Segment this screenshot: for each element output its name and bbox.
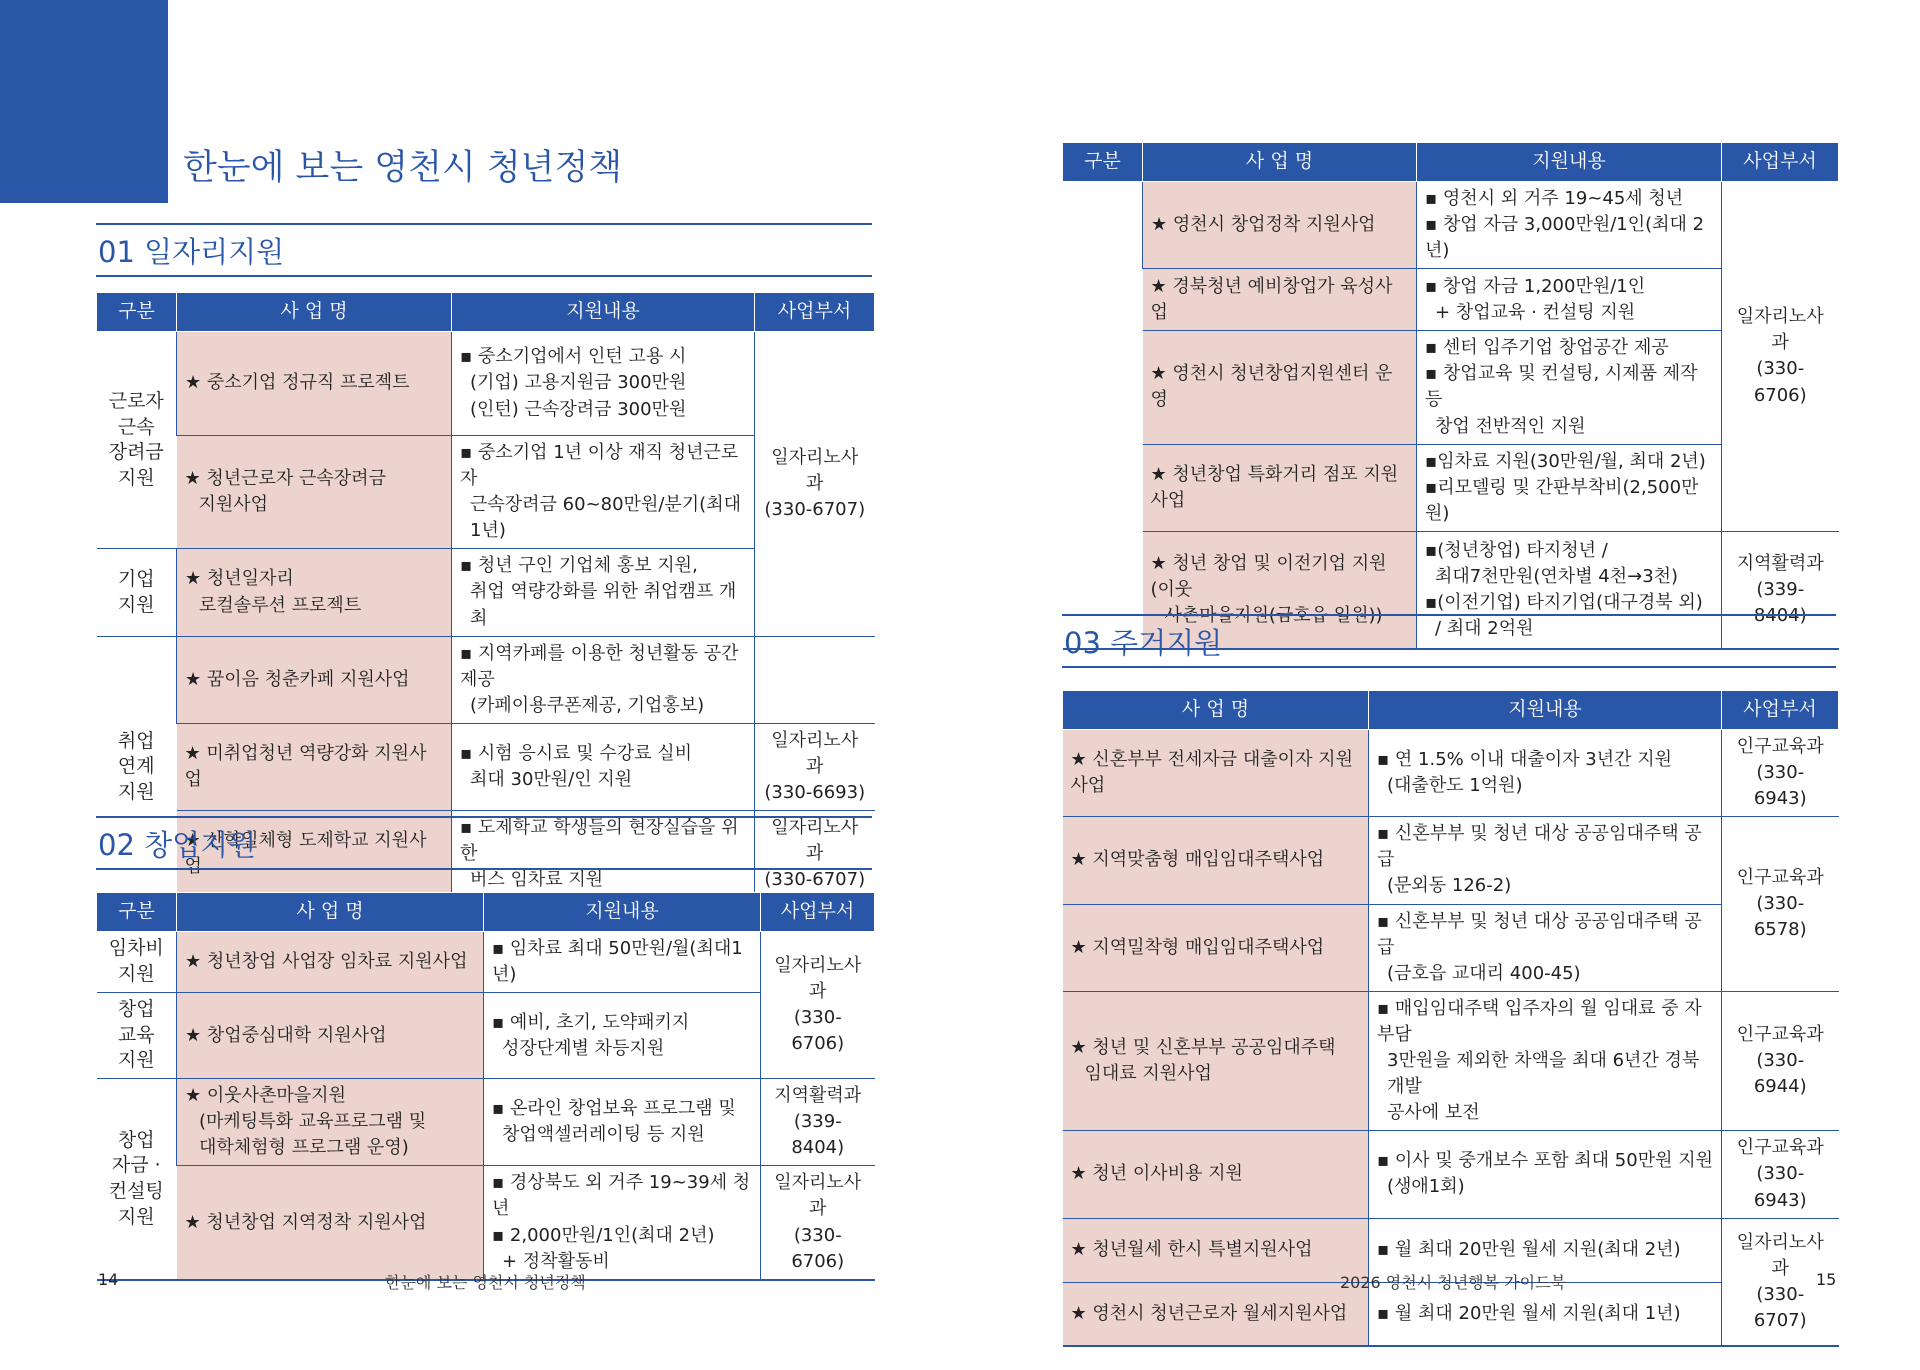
department-cell: 일자리노사과 (330-6706) (1722, 182, 1839, 532)
header-content: 지원내용 (452, 293, 755, 332)
program-name: ★ 지역맞춤형 매입임대주택사업 (1063, 817, 1369, 904)
page-number-left: 14 (98, 1270, 119, 1289)
chapter-title: 한눈에 보는 영천시 청년정책 (183, 148, 623, 188)
header-dept: 사업부서 (1722, 691, 1839, 730)
header-name: 사 업 명 (177, 293, 452, 332)
jobs-table (96, 292, 875, 900)
table-header-row (97, 893, 875, 932)
header-category: 구분 (97, 293, 177, 332)
category-cell: 창업 자금 · 컨설팅 지원 (97, 1079, 177, 1280)
department-cell: 지역활력과 (339-8404) (1722, 531, 1839, 649)
program-name: ★ 청년창업 특화거리 점포 지원사업 (1143, 444, 1417, 531)
header-name: 사 업 명 (1063, 691, 1369, 730)
table-row (97, 1079, 875, 1166)
category-cell: 근로자 근속 장려금 지원 (97, 332, 177, 549)
program-name: ★ 청년근로자 근속장려금 지원사업 (177, 436, 452, 549)
table-header-row (97, 293, 875, 332)
program-content: ▪ 청년 구인 기업체 홍보 지원, 취업 역량강화를 위한 취업캠프 개최 (452, 549, 755, 636)
program-content: ▪ 지역카페를 이용한 청년활동 공간 제공 (카페이용쿠폰제공, 기업홍보) (452, 636, 755, 723)
department-cell: 일자리노사과 (330-6707) (1722, 1218, 1839, 1346)
footer-title-left: 한눈에 보는 영천시 청년정책 (385, 1273, 586, 1292)
program-content: ▪ 센터 입주기업 창업공간 제공 ▪ 창업교육 및 컨설팅, 시제품 제작 등 창업 전반적인 지원 (1417, 331, 1722, 444)
section-heading-startup: 02 창업지원 (96, 816, 872, 870)
header-content: 지원내용 (484, 893, 761, 932)
program-name: ★ 청년 이사비용 지원 (1063, 1131, 1369, 1218)
table-row (1063, 817, 1839, 904)
program-name: ★ 중소기업 정규직 프로젝트 (177, 332, 452, 436)
page-number-right: 15 (1816, 1270, 1837, 1289)
program-content: ▪ 도제학교 학생들의 현장실습을 위한 버스 임차료 지원 (452, 811, 755, 899)
header-category: 구분 (97, 893, 177, 932)
header-dept: 사업부서 (761, 893, 875, 932)
department-cell: 지역활력과 (339-8404) (761, 1079, 875, 1166)
department-cell: 인구교육과 (330-6943) (1722, 730, 1839, 817)
footer-title-right: 2026 영천시 청년행복 가이드북 (1340, 1273, 1566, 1292)
program-name: ★ 이웃사촌마을지원 (마케팅특화 교육프로그램 및 대학체험형 프로그램 운영) (177, 1079, 484, 1166)
startup-table-right (1062, 142, 1839, 650)
section-heading-housing: 03 주거지원 (1062, 614, 1836, 668)
header-dept: 사업부서 (755, 293, 875, 332)
program-content: ▪ 중소기업에서 인턴 고용 시 (기업) 고용지원금 300만원 (인턴) 근속장려금 300만원 (452, 332, 755, 436)
category-cell: 취업 연계 지원 (97, 636, 177, 898)
table-row (97, 636, 875, 723)
table-row (97, 993, 875, 1079)
section-heading-jobs: 01 일자리지원 (96, 223, 872, 277)
program-content: ▪(청년창업) 타지청년 / 최대7천만원(연차별 4천→3천) ▪(이전기업) 타지기업(대구경북 외) / 최대 2억원 (1417, 531, 1722, 649)
program-content: ▪ 연 1.5% 이내 대출이자 3년간 지원 (대출한도 1억원) (1369, 730, 1722, 817)
table-row (97, 1166, 875, 1280)
department-cell: 일자리노사과 (330-6706) (761, 932, 875, 1079)
program-name: ★ 청년창업 지역정착 지원사업 (177, 1166, 484, 1280)
program-name: ★ 미취업청년 역량강화 지원사업 (177, 723, 452, 810)
category-cell: 임차비 지원 (97, 932, 177, 993)
table-header-row (1063, 143, 1839, 182)
department-cell: 인구교육과 (330-6943) (1722, 1131, 1839, 1218)
housing-table (1062, 690, 1839, 1347)
table-header-row (1063, 691, 1839, 730)
department-cell: 인구교육과 (330-6944) (1722, 991, 1839, 1130)
department-cell: 일자리노사과 (330-6707) (755, 332, 875, 637)
program-name: ★ 청년월세 한시 특별지원사업 (1063, 1218, 1369, 1282)
program-name: ★ 신혼부부 전세자금 대출이자 지원사업 (1063, 730, 1369, 817)
header-content: 지원내용 (1369, 691, 1722, 730)
program-content: ▪ 영천시 외 거주 19~45세 청년 ▪ 창업 자금 3,000만원/1인(최대 2년) (1417, 182, 1722, 269)
table-row (1063, 182, 1839, 269)
program-content: ▪ 예비, 초기, 도약패키지 성장단계별 차등지원 (484, 993, 761, 1079)
program-name: ★ 경북청년 예비창업가 육성사업 (1143, 269, 1417, 331)
program-content: ▪임차료 지원(30만원/월, 최대 2년) ▪리모델링 및 간판부착비(2,500만원) (1417, 444, 1722, 531)
program-content: ▪ 신혼부부 및 청년 대상 공공임대주택 공급 (문외동 126-2) (1369, 817, 1722, 904)
program-content: ▪ 창업 자금 1,200만원/1인 + 창업교육 · 컨설팅 지원 (1417, 269, 1722, 331)
program-name: ★ 청년창업 사업장 임차료 지원사업 (177, 932, 484, 993)
program-content: ▪ 온라인 창업보육 프로그램 및 창업액셀러레이팅 등 지원 (484, 1079, 761, 1166)
table-row (1063, 1131, 1839, 1218)
department-cell (755, 636, 875, 723)
program-content: ▪ 매입임대주택 입주자의 월 임대료 중 자부담 3만원을 제외한 차액을 최대 6년간 경북개발 공사에 보전 (1369, 991, 1722, 1130)
startup-table-left (96, 892, 875, 1281)
program-content: ▪ 월 최대 20만원 월세 지원(최대 2년) (1369, 1218, 1722, 1282)
category-cell: 기업 지원 (97, 549, 177, 636)
program-content: ▪ 이사 및 중개보수 포함 최대 50만원 지원 (생애1회) (1369, 1131, 1722, 1218)
category-cell (1063, 182, 1143, 650)
program-name: ★ 영천시 청년창업지원센터 운영 (1143, 331, 1417, 444)
program-content: ▪ 경상북도 외 거주 19~39세 청년 ▪ 2,000만원/1인(최대 2년) + 정착활동비 (484, 1166, 761, 1280)
program-name: ★ 청년 및 신혼부부 공공임대주택 임대료 지원사업 (1063, 991, 1369, 1130)
header-content: 지원내용 (1417, 143, 1722, 182)
program-content: ▪ 임차료 최대 50만원/월(최대1년) (484, 932, 761, 993)
table-row (97, 723, 875, 810)
department-cell: 일자리노사과 (330-6706) (761, 1166, 875, 1280)
table-row (1063, 991, 1839, 1130)
header-dept: 사업부서 (1722, 143, 1839, 182)
table-row (1063, 730, 1839, 817)
table-row (97, 932, 875, 993)
header-name: 사 업 명 (1143, 143, 1417, 182)
program-name: ★ 영천시 청년근로자 월세지원사업 (1063, 1282, 1369, 1346)
header-category: 구분 (1063, 143, 1143, 182)
program-name: ★ 청년 창업 및 이전기업 지원(이웃 사촌마을지원(금호읍 일원)) (1143, 531, 1417, 649)
table-row (97, 332, 875, 436)
department-cell: 인구교육과 (330-6578) (1722, 817, 1839, 992)
department-cell: 일자리노사과 (330-6693) (755, 723, 875, 810)
chapter-number: 1 (118, 130, 150, 188)
department-cell: 일자리노사과 (330-6707) (755, 811, 875, 899)
category-cell: 창업 교육 지원 (97, 993, 177, 1079)
program-name: ★ 산학일체형 도제학교 지원사업 (177, 811, 452, 899)
program-name: ★ 꿈이음 청춘카페 지원사업 (177, 636, 452, 723)
program-name: ★ 청년일자리 로컬솔루션 프로젝트 (177, 549, 452, 636)
header-name: 사 업 명 (177, 893, 484, 932)
program-content: ▪ 중소기업 1년 이상 재직 청년근로자 근속장려금 60~80만원/분기(최대1년) (452, 436, 755, 549)
program-content: ▪ 시험 응시료 및 수강료 실비 최대 30만원/인 지원 (452, 723, 755, 810)
program-name: ★ 창업중심대학 지원사업 (177, 993, 484, 1079)
program-content: ▪ 월 최대 20만원 월세 지원(최대 1년) (1369, 1282, 1722, 1346)
program-name: ★ 영천시 창업정착 지원사업 (1143, 182, 1417, 269)
program-content: ▪ 신혼부부 및 청년 대상 공공임대주택 공급 (금호읍 교대리 400-45) (1369, 904, 1722, 991)
program-name: ★ 지역밀착형 매입임대주택사업 (1063, 904, 1369, 991)
